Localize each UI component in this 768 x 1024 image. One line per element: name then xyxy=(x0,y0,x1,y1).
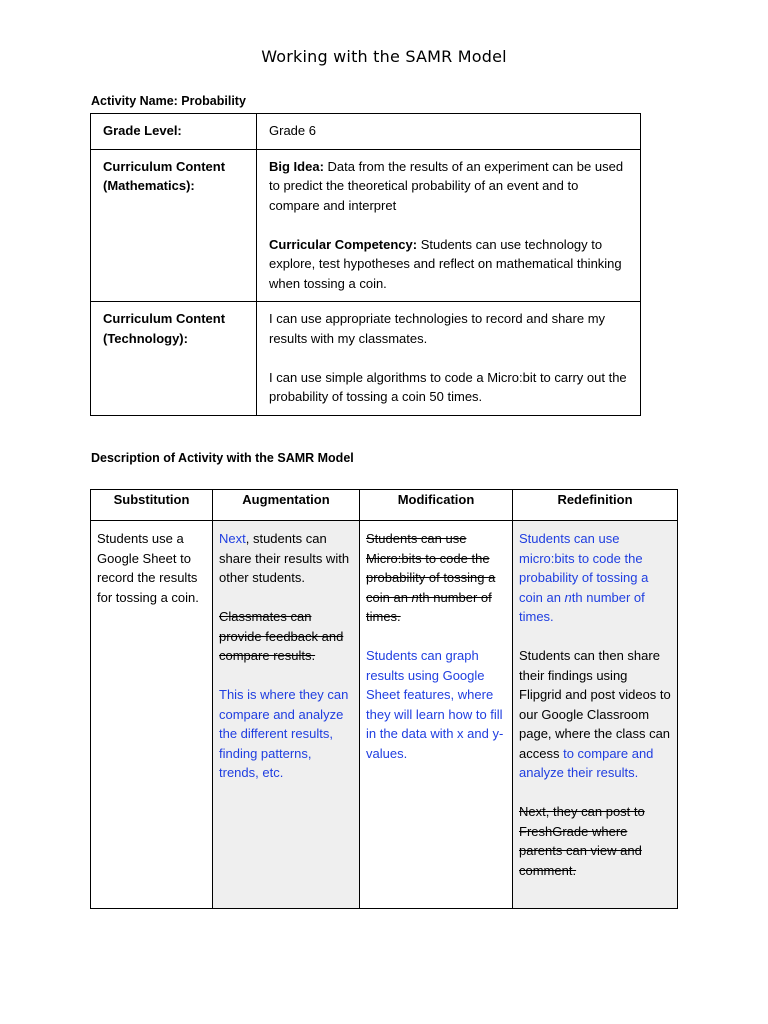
table-row xyxy=(91,149,641,302)
competency-text: Students can use technology to explore, test hypotheses and reflect on mathematical thinking when tossing a coin. xyxy=(269,236,622,291)
substitution-cell xyxy=(91,521,213,909)
redefinition-cell xyxy=(513,521,678,909)
redefinition-header: Redefinition xyxy=(513,490,678,521)
activity-name: Activity Name: Probability xyxy=(91,94,246,108)
grade-level-value: Grade 6 xyxy=(257,114,641,150)
competency-label: Curricular Competency: xyxy=(269,236,418,252)
modification-blue-text: Students can graph results using Google Sheet features, where they will learn how to fill in the data with x and y-values. xyxy=(366,648,504,761)
big-idea-label: Big Idea: xyxy=(269,158,324,174)
augmentation-cell xyxy=(213,521,360,909)
grade-level-label: Grade Level: xyxy=(91,114,257,150)
page-title: Working with the SAMR Model xyxy=(261,47,507,66)
math-content-label: Curriculum Content (Mathematics): xyxy=(91,149,257,302)
substitution-text: Students use a Google Sheet to record the results for tossing a coin. xyxy=(97,531,199,605)
augmentation-p1-rest: , students can share their results with other students. xyxy=(219,531,350,585)
math-content-cell xyxy=(257,149,641,302)
tech-text-2: I can use simple algorithms to code a Micro:bit to carry out the probability of tossing a coin 50 times. xyxy=(269,369,627,404)
samr-table xyxy=(90,489,678,909)
modification-header: Modification xyxy=(360,490,513,521)
redefinition-p2 xyxy=(519,646,671,783)
redefinition-struck-text: Next, they can post to FreshGrade where parents can view and comment. xyxy=(519,804,645,878)
redefinition-blue-text: Students can use micro:bits to code the probability of tossing a coin an nth number of times. xyxy=(519,531,649,624)
modification-cell xyxy=(360,521,513,909)
table-row xyxy=(91,114,641,150)
big-idea-paragraph xyxy=(269,157,628,216)
tech-content-label: Curriculum Content (Technology): xyxy=(91,302,257,416)
section-title: Description of Activity with the SAMR Model xyxy=(91,451,354,465)
augmentation-header: Augmentation xyxy=(213,490,360,521)
augmentation-next: Next xyxy=(219,531,246,546)
activity-info-table xyxy=(90,113,641,416)
big-idea-text: Data from the results of an experiment can be used to predict the theoretical probability of an event and to compare and interpret xyxy=(269,158,624,213)
tech-content-cell xyxy=(257,302,641,416)
augmentation-p1 xyxy=(219,529,353,588)
augmentation-blue-text: This is where they can compare and analyze the different results, finding patterns, trends, etc. xyxy=(219,687,349,780)
redefinition-p2-black: Students can then share their findings using Flipgrid and post videos to our Google Classroom page, where the class can access xyxy=(519,648,671,761)
augmentation-struck-text: Classmates can provide feedback and compare results. xyxy=(219,609,344,663)
substitution-header: Substitution xyxy=(91,490,213,521)
redefinition-p2-blue: to compare and analyze their results. xyxy=(519,745,654,780)
tech-text-1: I can use appropriate technologies to record and share my results with my classmates. xyxy=(269,311,606,346)
samr-content-row xyxy=(91,521,678,909)
table-row xyxy=(91,302,641,416)
modification-struck-text: Students can use Micro:bits to code the probability of tossing a coin an nth number of times. xyxy=(366,531,496,624)
competency-paragraph xyxy=(269,235,628,294)
samr-header-row xyxy=(91,490,678,521)
